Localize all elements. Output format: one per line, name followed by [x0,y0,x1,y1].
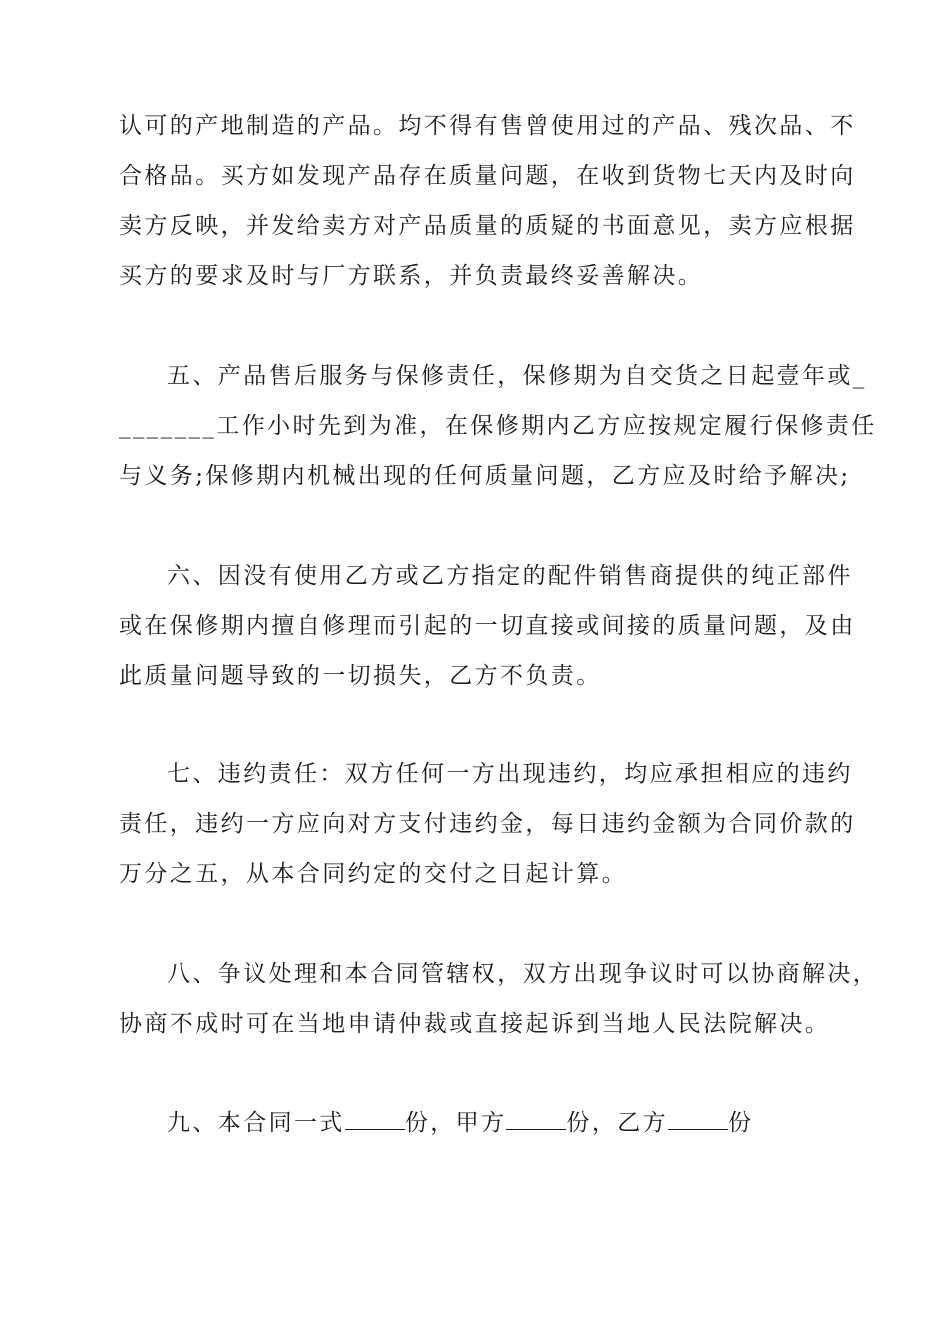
text-line: 万分之五，从本合同约定的交付之日起计算。 [119,861,627,887]
clause-9-text: 份 [728,1110,754,1136]
text-line: 八、争议处理和本合同管辖权，双方出现争议时可以协商解决， [167,961,879,987]
text-line [119,1098,839,1148]
text-line: 买方的要求及时与厂方联系，并负责最终妥善解决。 [119,263,704,289]
text-line: 五、产品售后服务与保修责任，保修期为自交货之日起壹年或_ [167,363,867,389]
paragraph-clause-5 [119,351,877,501]
text-line: 六、因没有使用乙方或乙方指定的配件销售商提供的纯正部件 [167,563,853,589]
text-line: 此质量问题导致的一切损失，乙方不负责。 [119,663,602,689]
paragraph-clause-6 [119,551,856,701]
clause-9-text: 九、本合同一式 [167,1110,345,1136]
text-line: 协商不成时可在当地申请仲裁或直接起诉到当地人民法院解决。 [119,1011,831,1037]
copies-party-a-blank[interactable] [506,1101,566,1130]
text-line: 认可的产地制造的产品。均不得有售曾使用过的产品、残次品、不 [119,113,856,139]
text-line: 合格品。买方如发现产品存在质量问题，在收到货物七天内及时向 [119,163,856,189]
paragraph-clause-9 [119,1098,839,1148]
text-line: 或在保修期内擅自修理而引起的一切直接或间接的质量问题，及由 [119,613,856,639]
clause-9-text: 份，甲方 [404,1110,507,1136]
text-line: 卖方反映，并发给卖方对产品质量的质疑的书面意见，卖方应根据 [119,213,856,239]
copies-total-blank[interactable] [345,1101,405,1130]
paragraph-quality [119,101,856,301]
paragraph-clause-8 [119,949,879,1049]
text-line: 七、违约责任：双方任何一方出现违约，均应承担相应的违约 [167,761,853,787]
text-line: 与义务;保修期内机械出现的任何质量问题，乙方应及时给予解决; [119,463,851,489]
paragraph-clause-7 [119,749,856,899]
clause-9-text: 份，乙方 [566,1110,669,1136]
text-line: 责任，违约一方应向对方支付违约金，每日违约金额为合同价款的 [119,811,856,837]
copies-party-b-blank[interactable] [668,1101,728,1130]
text-line: _______工作小时先到为准，在保修期内乙方应按规定履行保修责任 [119,413,877,439]
